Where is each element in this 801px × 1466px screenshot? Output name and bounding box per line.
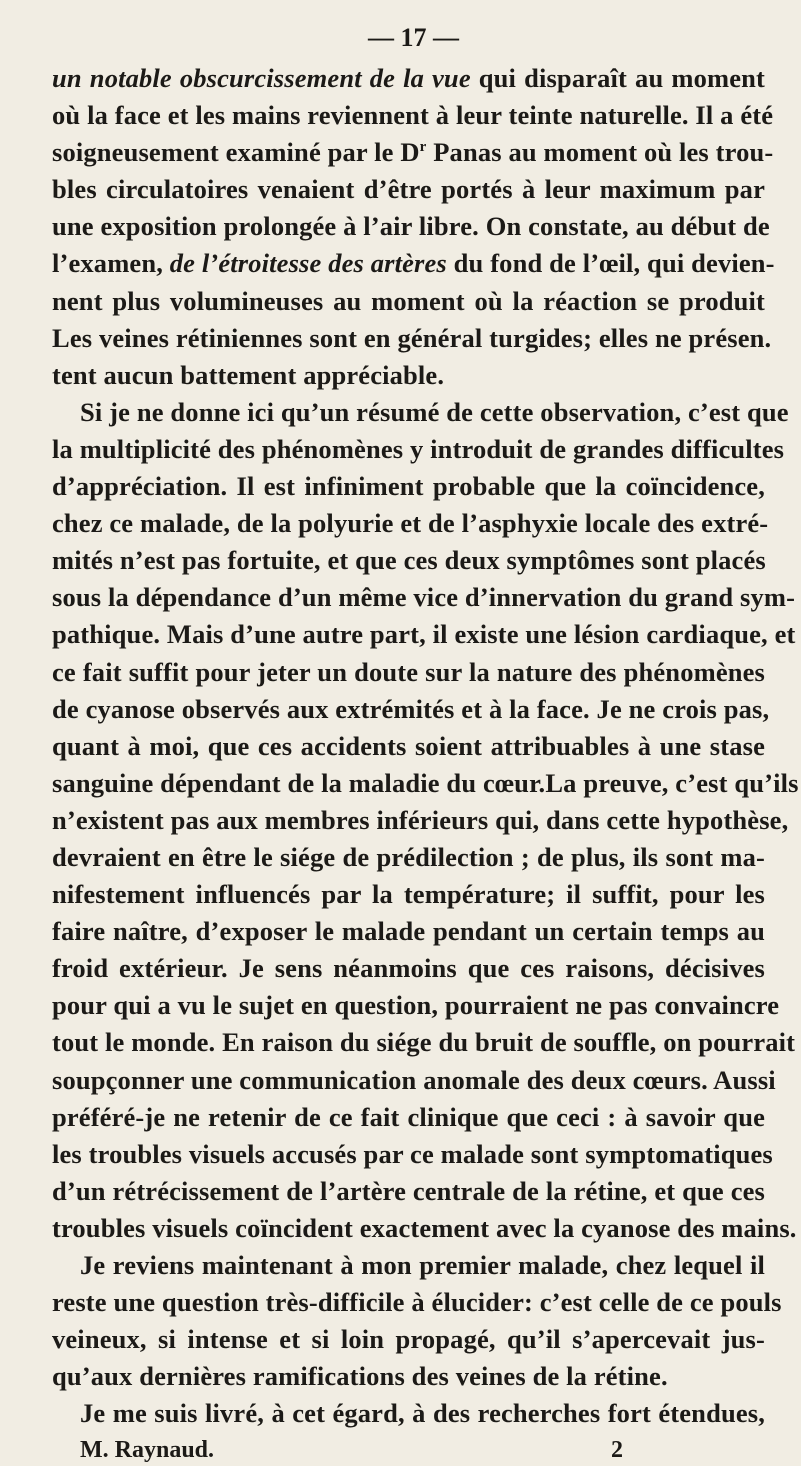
text-line [52, 542, 765, 579]
text-run: reste une question très-difficile à élucider: c’est celle de ce pouls [52, 1287, 782, 1318]
text-run: sanguine dépendant de la maladie du cœur.La preuve, c’est qu’ils [52, 767, 799, 798]
text-line [52, 950, 765, 987]
text-line [52, 468, 765, 505]
text-run: devraient en être le siége de prédilection ; de plus, ils sont ma- [52, 841, 765, 872]
text-line [52, 394, 789, 431]
text-line [52, 245, 775, 282]
text-run: Si je ne donne ici qu’un résumé de cette observation, c’est que [80, 396, 789, 427]
text-line [52, 987, 780, 1024]
text-line [52, 1395, 765, 1432]
text-run: soigneusement examiné par le D [52, 137, 420, 168]
text-run: qu’aux dernières ramifications des veines de la rétine. [52, 1361, 668, 1392]
text-line [52, 616, 796, 653]
text-run: tent aucun battement appréciable. [52, 359, 445, 390]
page-footer [52, 1432, 765, 1466]
text-line [52, 1099, 765, 1136]
text-line [52, 1024, 796, 1061]
body-text [52, 60, 799, 1432]
text-run: veineux, si intense et si loin propagé, qu’il s’apercevait jus- [52, 1324, 765, 1355]
text-line [52, 431, 785, 468]
text-line [52, 876, 765, 913]
running-footer-author: M. Raynaud. [80, 1437, 215, 1464]
text-run: de cyanose observés aux extrémités et à la face. Je ne crois pas, [52, 693, 770, 724]
text-line [52, 765, 799, 802]
text-run: nent plus volumineuses au moment où la réaction se produit [52, 285, 765, 316]
text-line [52, 728, 765, 765]
text-line [52, 1062, 776, 1099]
text-run: sous la dépendance d’un même vice d’innervation du grand sym- [52, 582, 796, 613]
text-line [52, 1358, 765, 1395]
text-run: bles circulatoires venaient d’être portés à leur maximum par [52, 174, 765, 205]
text-line [52, 839, 765, 876]
superscript: r [419, 139, 427, 156]
text-run: pour qui a vu le sujet en question, pourraient ne pas convaincre [52, 990, 780, 1021]
text-run: faire naître, d’exposer le malade pendant un certain temps au [52, 916, 765, 947]
text-line [52, 171, 765, 208]
text-line [52, 1321, 765, 1358]
text-run: les troubles visuels accusés par ce malade sont symptomatiques [52, 1138, 773, 1169]
text-run: ce fait suffit pour jeter un doute sur la nature des phénomènes [52, 656, 765, 687]
text-line [52, 1284, 782, 1321]
text-run: la multiplicité des phénomènes y introduit de grandes difficultes [52, 433, 785, 464]
text-run: Les veines rétiniennes sont en général turgides; elles ne présen. [52, 322, 772, 353]
text-run: d’un rétrécissement de l’artère centrale de la rétine, et que ces [52, 1175, 765, 1206]
text-line [52, 579, 796, 616]
text-run: Panas au moment où les trou- [426, 137, 774, 168]
text-line [52, 802, 789, 839]
text-line [52, 691, 770, 728]
text-run: Je me suis livré, à cet égard, à des recherches fort étendues, [80, 1398, 765, 1429]
signature-mark: 2 [611, 1437, 623, 1464]
text-run: une exposition prolongée à l’air libre. On constate, au début de [52, 211, 770, 242]
text-line [52, 913, 765, 950]
text-line [52, 134, 774, 171]
text-run: troubles visuels coïncident exactement avec la cyanose des mains. [52, 1212, 797, 1243]
text-run: Je reviens maintenant à mon premier malade, chez lequel il [80, 1250, 765, 1280]
page-number: — 17 — [368, 23, 459, 52]
text-run: nifestement influencés par la température; il suffit, pour les [52, 879, 765, 910]
text-run: quant à moi, que ces accidents soient attribuables à une stase [52, 730, 765, 761]
text-run: du fond de l’œil, qui devien- [446, 248, 775, 279]
text-run: n’existent pas aux membres inférieurs qui, dans cette hypothèse, [52, 804, 789, 835]
text-line [52, 97, 774, 134]
text-run: chez ce malade, de la polyurie et de l’asphyxie locale des extré- [52, 508, 769, 539]
text-line [52, 1247, 765, 1284]
text-run: l’examen, [52, 248, 170, 279]
text-run: d’appréciation. Il est infiniment probable que la coïncidence, [52, 471, 765, 502]
text-run: préféré-je ne retenir de ce fait clinique que ceci : à savoir que [52, 1101, 765, 1132]
text-run: mités n’est pas fortuite, et que ces deux symptômes sont placés [52, 545, 766, 576]
text-run: soupçonner une communication anomale des deux cœurs. Aussi [52, 1064, 776, 1095]
text-line [52, 357, 765, 394]
italic-phrase: de l’étroitesse des artères [169, 248, 447, 279]
text-line [52, 283, 765, 320]
text-run: pathique. Mais d’une autre part, il existe une lésion cardiaque, et [52, 619, 796, 650]
text-line [52, 1210, 797, 1247]
text-line [52, 505, 769, 542]
text-run: qui disparaît au moment [470, 63, 765, 93]
text-run: où la face et les mains reviennent à leur teinte naturelle. Il a été [52, 100, 774, 131]
text-line [52, 1136, 773, 1173]
text-run: tout le monde. En raison du siége du bruit de souffle, on pourrait [52, 1027, 796, 1058]
text-line [52, 60, 765, 97]
text-line [52, 654, 765, 691]
italic-phrase: un notable obscurcissement de la vue [52, 63, 471, 93]
text-line [52, 320, 772, 357]
text-run: froid extérieur. Je sens néanmoins que ces raisons, décisives [52, 953, 765, 984]
text-line [52, 208, 770, 245]
text-line [52, 1173, 765, 1210]
